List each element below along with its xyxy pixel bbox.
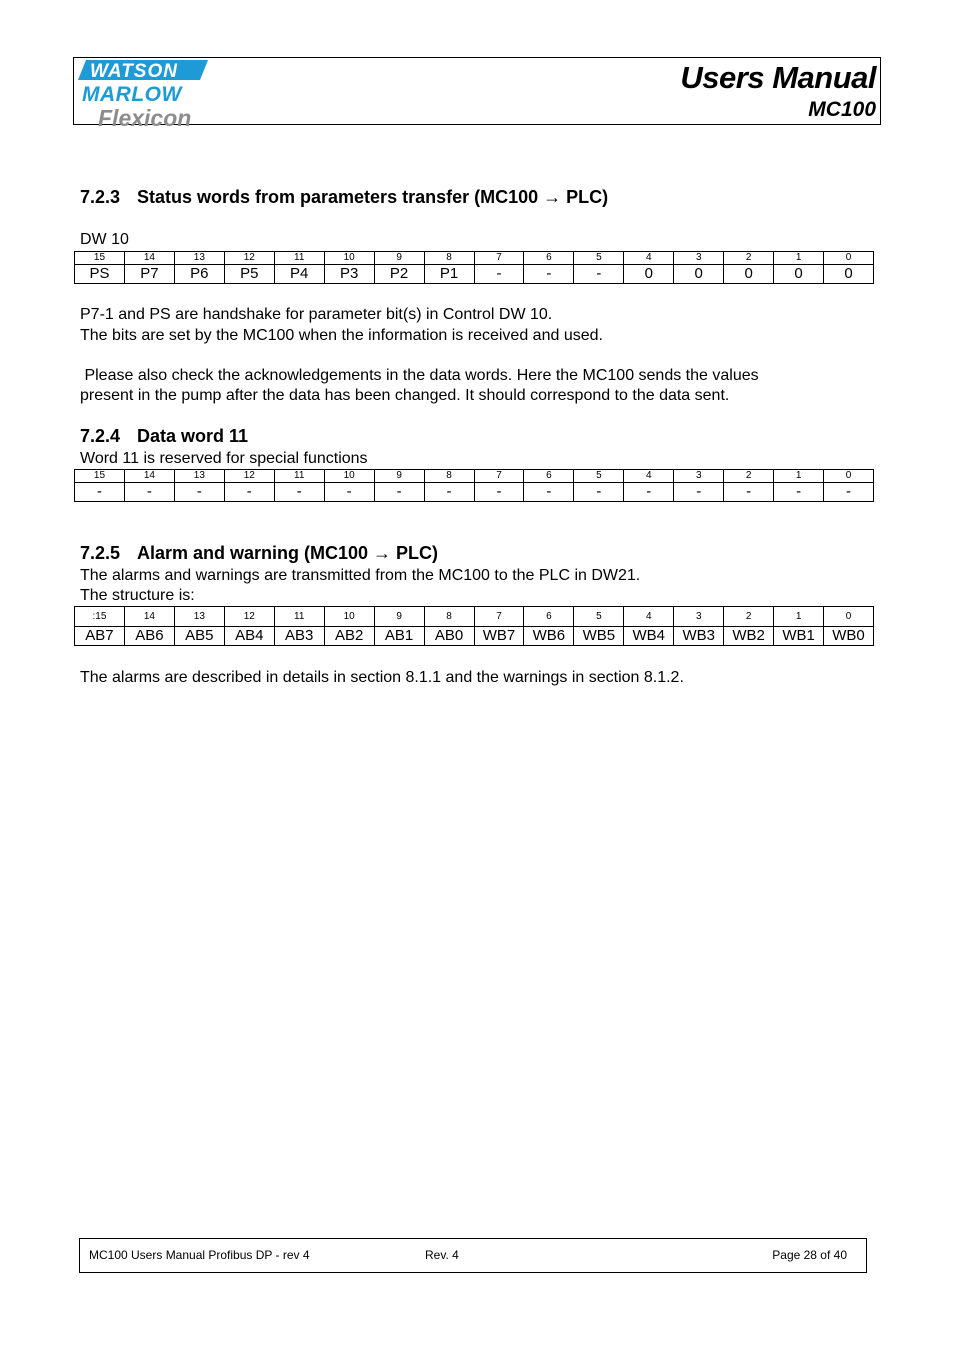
page-footer xyxy=(79,1238,867,1273)
bit-value-cell: P7 xyxy=(124,265,174,284)
bit-number-cell: 0 xyxy=(824,252,874,265)
bit-number-cell: 15 xyxy=(75,470,125,483)
bit-value-cell: - xyxy=(474,483,524,502)
bit-number-cell: 14 xyxy=(124,607,174,627)
bit-number-cell: 4 xyxy=(624,252,674,265)
bit-number-cell: 8 xyxy=(424,252,474,265)
bit-value-cell: P1 xyxy=(424,265,474,284)
bit-number-cell: 3 xyxy=(674,470,724,483)
bit-value-cell: AB4 xyxy=(224,627,274,646)
bit-value-cell: AB2 xyxy=(324,627,374,646)
bit-value-row xyxy=(75,265,874,284)
bit-number-cell: 13 xyxy=(174,252,224,265)
bit-value-cell: PS xyxy=(75,265,125,284)
section-heading-724 xyxy=(80,426,248,447)
section-title: Status words from parameters transfer (MC100 → PLC) xyxy=(137,187,609,207)
bit-value-cell: P6 xyxy=(174,265,224,284)
bit-value-cell: - xyxy=(174,483,224,502)
logo-text-flexicon: Flexicon xyxy=(98,105,192,128)
bit-number-cell: 5 xyxy=(574,607,624,627)
bit-number-cell: 6 xyxy=(524,607,574,627)
bit-value-row xyxy=(75,483,874,502)
bit-value-cell: WB2 xyxy=(724,627,774,646)
bit-number-cell: 9 xyxy=(374,252,424,265)
paragraph-line: P7-1 and PS are handshake for parameter bit(s) in Control DW 10. xyxy=(80,306,553,323)
bit-number-cell: 11 xyxy=(274,607,324,627)
bit-number-cell: 8 xyxy=(424,607,474,627)
bit-value-cell: AB7 xyxy=(75,627,125,646)
bit-number-cell: 7 xyxy=(474,252,524,265)
bit-value-cell: - xyxy=(574,483,624,502)
bit-number-cell: 14 xyxy=(124,470,174,483)
bit-value-cell: WB5 xyxy=(574,627,624,646)
bit-value-cell: WB4 xyxy=(624,627,674,646)
bit-value-cell: - xyxy=(524,265,574,284)
bit-number-cell: 10 xyxy=(324,470,374,483)
bit-number-cell: 5 xyxy=(574,252,624,265)
section-title: Data word 11 xyxy=(137,426,249,446)
bit-number-cell: 7 xyxy=(474,607,524,627)
bit-number-cell: 6 xyxy=(524,252,574,265)
dw21-bit-table xyxy=(74,606,874,646)
bit-number-cell: 13 xyxy=(174,470,224,483)
bit-value-cell: AB5 xyxy=(174,627,224,646)
bit-value-cell: 0 xyxy=(774,265,824,284)
bit-value-cell: AB0 xyxy=(424,627,474,646)
section-heading-723 xyxy=(80,187,608,208)
bit-number-cell: 12 xyxy=(224,607,274,627)
bit-value-cell: - xyxy=(274,483,324,502)
bit-value-cell: P4 xyxy=(274,265,324,284)
bit-value-cell: P5 xyxy=(224,265,274,284)
bit-value-cell: WB3 xyxy=(674,627,724,646)
bit-number-cell: 3 xyxy=(674,252,724,265)
dw10-bit-table xyxy=(74,251,874,284)
bit-value-cell: AB3 xyxy=(274,627,324,646)
bit-value-cell: - xyxy=(474,265,524,284)
bit-value-cell: WB1 xyxy=(774,627,824,646)
bit-value-cell: WB0 xyxy=(824,627,874,646)
bit-number-cell: 4 xyxy=(624,470,674,483)
bit-value-cell: 0 xyxy=(624,265,674,284)
bit-value-row xyxy=(75,627,874,646)
bit-value-cell: - xyxy=(75,483,125,502)
bit-number-cell: 0 xyxy=(824,607,874,627)
bit-value-cell: 0 xyxy=(724,265,774,284)
bit-number-cell: 12 xyxy=(224,470,274,483)
bit-number-cell: 12 xyxy=(224,252,274,265)
document-subtitle: MC100 xyxy=(808,98,876,121)
page-header xyxy=(73,57,881,128)
bit-number-cell: 1 xyxy=(774,252,824,265)
section-heading-725 xyxy=(80,543,438,564)
bit-number-cell: 5 xyxy=(574,470,624,483)
bit-value-cell: AB6 xyxy=(124,627,174,646)
bit-number-row xyxy=(75,607,874,627)
bit-value-cell: 0 xyxy=(674,265,724,284)
bit-number-cell: 2 xyxy=(724,252,774,265)
bit-number-cell: 10 xyxy=(324,607,374,627)
paragraph-line: Please also check the acknowledgements in the data words. Here the MC100 sends the values xyxy=(80,367,759,384)
document-title: Users Manual xyxy=(680,60,876,95)
bit-value-cell: - xyxy=(124,483,174,502)
logo-text-marlow: MARLOW xyxy=(82,83,182,106)
bit-value-cell: AB1 xyxy=(374,627,424,646)
bit-number-row xyxy=(75,252,874,265)
section-title: Alarm and warning (MC100 → PLC) xyxy=(137,543,439,563)
paragraph-line: The bits are set by the MC100 when the information is received and used. xyxy=(80,327,603,344)
bit-value-cell: WB6 xyxy=(524,627,574,646)
bit-value-cell: - xyxy=(224,483,274,502)
bit-number-cell: 10 xyxy=(324,252,374,265)
bit-value-cell: - xyxy=(424,483,474,502)
bit-number-cell: 7 xyxy=(474,470,524,483)
paragraph-line: Word 11 is reserved for special functions xyxy=(80,450,368,467)
bit-value-cell: - xyxy=(324,483,374,502)
bit-value-cell: P3 xyxy=(324,265,374,284)
dw10-label: DW 10 xyxy=(80,231,129,248)
bit-number-cell: 11 xyxy=(274,470,324,483)
bit-number-cell: 1 xyxy=(774,470,824,483)
section-number: 7.2.5 xyxy=(80,543,121,563)
footer-document-name: MC100 Users Manual Profibus DP - rev 4 xyxy=(89,1248,310,1262)
bit-number-cell: 6 xyxy=(524,470,574,483)
section-number: 7.2.3 xyxy=(80,187,121,207)
bit-number-cell: 1 xyxy=(774,607,824,627)
logo-text-watson: WATSON xyxy=(90,61,178,82)
bit-number-cell: 9 xyxy=(374,470,424,483)
bit-number-cell: 2 xyxy=(724,470,774,483)
footer-revision: Rev. 4 xyxy=(425,1248,459,1262)
bit-value-cell: - xyxy=(624,483,674,502)
bit-value-cell: 0 xyxy=(824,265,874,284)
paragraph-line: The structure is: xyxy=(80,587,195,604)
section-number: 7.2.4 xyxy=(80,426,121,446)
watson-marlow-flexicon-logo xyxy=(78,58,218,128)
bit-number-cell: 13 xyxy=(174,607,224,627)
bit-value-cell: - xyxy=(724,483,774,502)
paragraph-line: The alarms are described in details in section 8.1.1 and the warnings in section 8.1.2. xyxy=(80,669,684,686)
bit-number-cell: 3 xyxy=(674,607,724,627)
bit-value-cell: - xyxy=(374,483,424,502)
dw11-bit-table xyxy=(74,469,874,502)
bit-number-cell: 11 xyxy=(274,252,324,265)
bit-number-cell: 9 xyxy=(374,607,424,627)
bit-value-cell: WB7 xyxy=(474,627,524,646)
bit-value-cell: - xyxy=(524,483,574,502)
bit-number-cell: :15 xyxy=(75,607,125,627)
bit-number-cell: 14 xyxy=(124,252,174,265)
bit-number-row xyxy=(75,470,874,483)
paragraph-line: present in the pump after the data has been changed. It should correspond to the data sent. xyxy=(80,387,730,404)
bit-value-cell: P2 xyxy=(374,265,424,284)
bit-number-cell: 0 xyxy=(824,470,874,483)
bit-number-cell: 4 xyxy=(624,607,674,627)
bit-number-cell: 2 xyxy=(724,607,774,627)
bit-number-cell: 15 xyxy=(75,252,125,265)
footer-page-number: Page 28 of 40 xyxy=(772,1248,847,1262)
bit-value-cell: - xyxy=(574,265,624,284)
paragraph-line: The alarms and warnings are transmitted from the MC100 to the PLC in DW21. xyxy=(80,567,641,584)
bit-number-cell: 8 xyxy=(424,470,474,483)
bit-value-cell: - xyxy=(824,483,874,502)
bit-value-cell: - xyxy=(774,483,824,502)
bit-value-cell: - xyxy=(674,483,724,502)
